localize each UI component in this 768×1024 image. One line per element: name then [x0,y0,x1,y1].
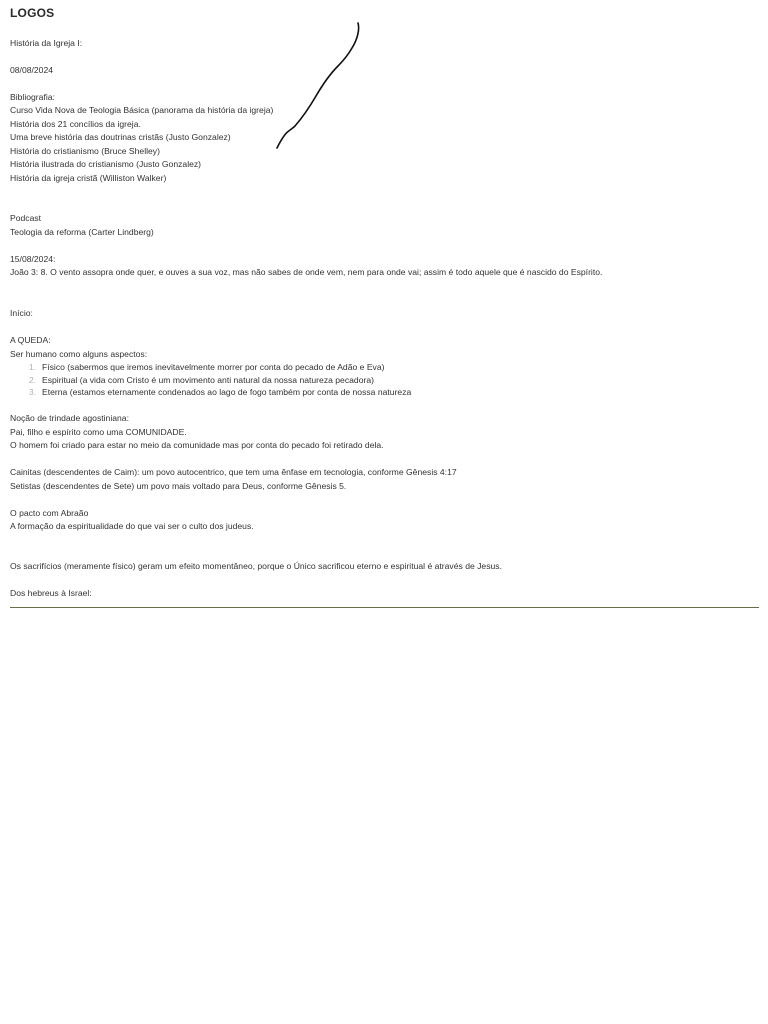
bibliography-item: História da igreja cristã (Williston Walker) [10,173,167,183]
trinity-line: Pai, filho e espírito como uma COMUNIDADE. [10,427,187,437]
podcast-item: Teologia da reforma (Carter Lindberg) [10,227,154,237]
list-number: 2. [28,375,36,385]
bibliography-item: História dos 21 concílios da igreja. [10,119,141,129]
bibliography-item: Uma breve história das doutrinas cristãs (Justo Gonzalez) [10,132,231,142]
list-item [22,386,411,400]
horizontal-rule [10,607,759,608]
cainitas-line: Cainitas (descendentes de Caim): um povo autocentrico, que tem uma ênfase em tecnologia, conforme Gênesis 4:17 [10,467,457,477]
bibliography-item: História do cristianismo (Bruce Shelley) [10,146,160,156]
verse-line: João 3: 8. O vento assopra onde quer, e ouves a sua voz, mas não sabes de onde vem, nem para onde vai; assim é todo aquele que é nascido do Espírito. [10,267,603,277]
trinity-line: O homem foi criado para estar no meio da comunidade mas por conta do pecado foi retirado dela. [10,440,384,450]
list-number: 1. [28,362,36,372]
pacto-line: A formação da espiritualidade do que vai ser o culto dos judeus. [10,521,254,531]
podcast-heading: Podcast [10,213,42,223]
list-item-text: Eterna (estamos eternamente condenados ao lago de fogo também por conta de nossa natureza [42,387,412,397]
subject-line: História da Igreja I: [10,38,83,48]
inicio-heading: Início: [10,308,33,318]
list-item-text: Físico (sabermos que iremos inevitavelmente morrer por conta do pecado de Adão e Eva) [42,362,385,372]
bibliography-item: Curso Vida Nova de Teologia Básica (panorama da história da igreja) [10,105,274,115]
setistas-line: Setistas (descendentes de Sete) um povo mais voltado para Deus, conforme Gênesis 5. [10,481,347,491]
hebreus-heading: Dos hebreus à Israel: [10,588,92,598]
pacto-heading: O pacto com Abraão [10,508,89,518]
aspects-intro: Ser humano como alguns aspectos: [10,349,148,359]
list-number: 3. [28,387,36,397]
sacrificios-line: Os sacrifícios (meramente físico) geram um efeito momentâneo, porque o Único sacrificou eterno e espiritual é através de Jesus. [10,561,502,571]
list-item-text: Espiritual (a vida com Cristo é um movimento anti natural da nossa natureza pecadora) [42,375,374,385]
date-line-1: 08/08/2024 [10,65,54,75]
bibliography-heading: Bibliografia: [10,92,55,102]
trinity-heading: Noção de trindade agostiniana: [10,413,129,423]
list-item [22,361,385,375]
note-title: LOGOS [10,6,55,20]
date-line-2: 15/08/2024: [10,254,56,264]
bibliography-item: História ilustrada do cristianismo (Justo Gonzalez) [10,159,202,169]
queda-heading: A QUEDA: [10,335,51,345]
